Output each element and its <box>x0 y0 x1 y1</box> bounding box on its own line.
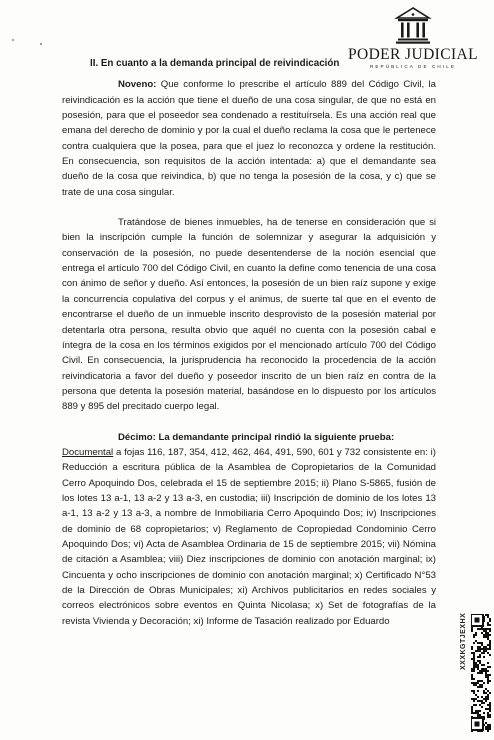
document-body <box>62 56 436 629</box>
paragraph-decimo <box>62 430 436 629</box>
paragraph-text: Tratándose de bienes inmuebles, ha de tenerse en consideración que si bien la inscripción cumple la función de solemnizar y asegurar la adquisición y conservación de la posesión, no puede desentenderse de la noción esencial que entrega el artículo 700 del Código Civil, en cuanto la define como tenencia de una cosa con ánimo de señor y dueño. Así entonces, la posesión de un bien raíz supone y exige la concurrencia copulativa del corpus y el animus, de suerte tal que en el evento de encontrarse el dueño de un inmueble inscrito desprovisto de la posesión material por detentarla otra persona, resulta obvio que aquél no cuenta con la posesión cabal e íntegra de la cosa en los términos exigidos por el mencionado artículo 700 del Código Civil. En consecuencia, la jurisprudencia ha reconocido la procedencia de la acción reivindicatoria a favor del dueño y poseedor inscrito de un bien raíz en contra de la persona que detenta la posesión material, basándose en lo dispuesto por los artículos 889 y 895 del precitado cuerpo legal. <box>62 217 436 413</box>
paragraph-inmuebles <box>62 215 436 414</box>
logo-name: PODER JUDICIAL <box>347 46 479 63</box>
qr-code-icon <box>471 614 491 732</box>
section-heading: II. En cuanto a la demanda principal de reivindicación <box>90 58 340 69</box>
paragraph-underlined-term: Documental <box>62 446 114 458</box>
paragraph-text: Que conforme lo prescribe el artículo 889 del Código Civil, la reivindicación es la acción que tiene el dueño de una cosa singular, de que no está en posesión, para que el poseedor sea condenado a restituírsela. Es una acción real que emana del derecho de dominio y por la cual el dueño reclama la cosa que le pertenece contra cualquiera que la posea, para que el juez lo reconozca y ordene la restitución. En consecuencia, son requisitos de la acción intentada: a) que el demandante sea dueño de la cosa que reivindica, b) que no tenga la posesión de la cosa, y c) que se trate de una cosa singular. <box>62 79 436 198</box>
verification-block <box>460 614 492 734</box>
paragraph-lead: Noveno: <box>118 79 157 91</box>
paragraph-noveno <box>62 77 436 200</box>
paragraph-lead: Décimo: La demandante principal rindió la siguiente prueba: <box>118 431 395 443</box>
scan-speck <box>12 39 14 41</box>
courthouse-icon <box>393 6 433 46</box>
scan-speck <box>40 43 42 45</box>
logo-subtitle: REPÚBLICA DE CHILE <box>369 64 457 69</box>
verification-code: XXXKGTJEXHX <box>460 612 467 670</box>
paragraph-text: a fojas 116, 187, 354, 412, 462, 464, 491, 590, 601 y 732 consistente en: i) Reducción a escritura pública de la Asamblea de Copropietarios de la Comunidad Cerro Apoquindo Dos, celebrada el 15 de septiembre 2015; ii) Plano S-5865, fusión de los lotes 13 a-1, 13 a-2 y 13 a-3, en custodia; iii) Inscripción de dominio de los lotes 13 a-1, 13 a-2 y 13 a-3, a nombre de Inmobiliaria Cerro Apoquindo Dos; iv) Inscripciones de dominio de 68 copropietarios; v) Reglamento de Copropiedad Condominio Cerro Apoquindo Dos; vi) Acta de Asamblea Ordinaria de 15 de septiembre 2015; vii) Nómina de citación a Asamblea; viii) Diez inscripciones de dominio con anotación marginal; ix) Cincuenta y ocho inscripciones de dominio con anotación marginal; x) Certificado N°53 de la Dirección de Obras Municipales; xi) Archivos publicitarios en redes sociales y correos electrónicos sobre eventos en Quinta Nicolasa; x) Set de fotografías de la revista Vivienda y Decoración; xi) Informe de Tasación realizado por Eduardo <box>62 446 436 627</box>
